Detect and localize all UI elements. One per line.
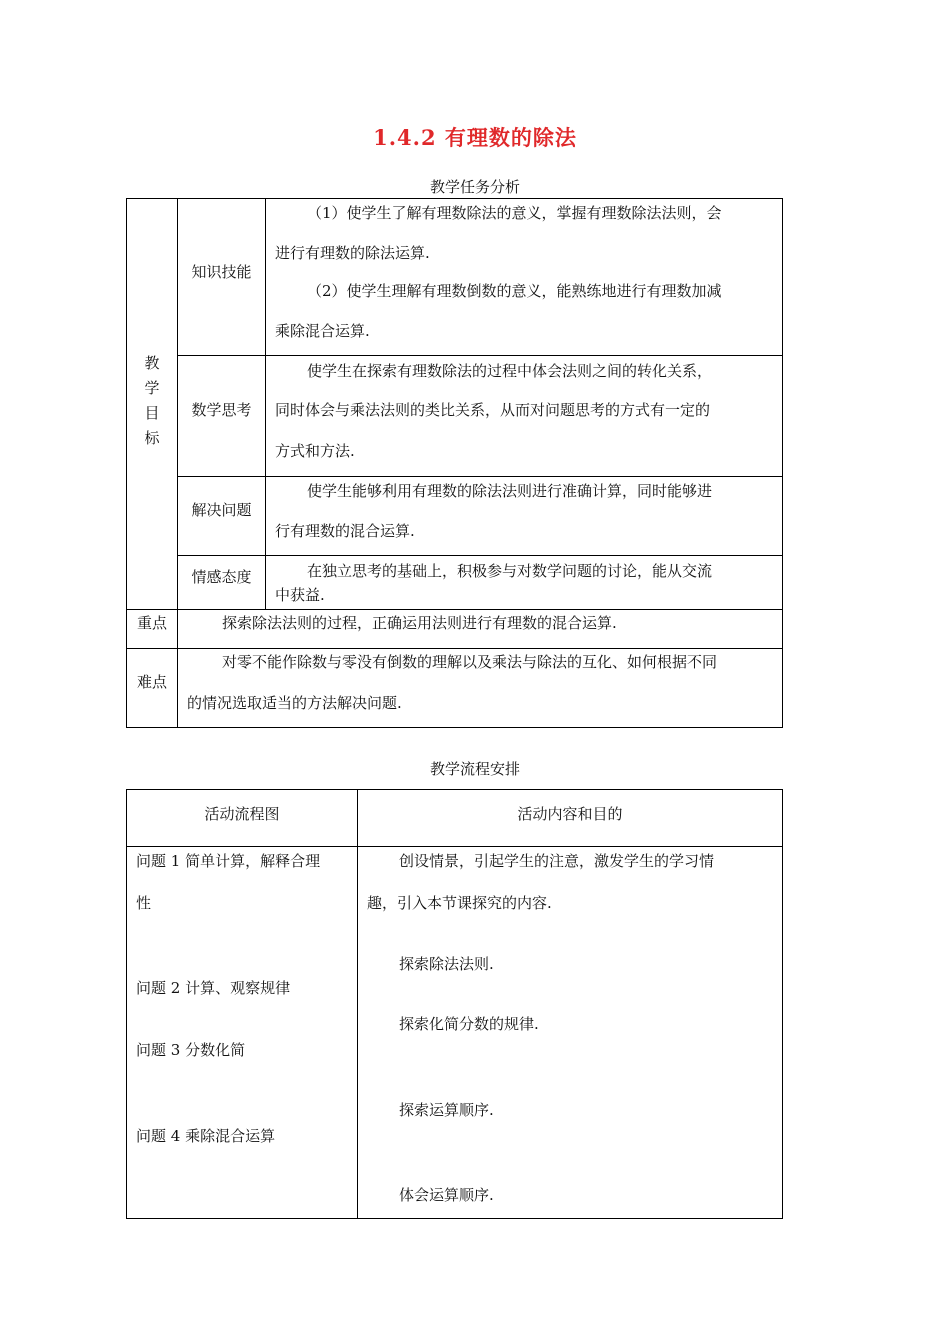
content-line: 行有理数的混合运算. bbox=[275, 522, 415, 540]
content-line: 中获益. bbox=[275, 586, 325, 604]
table2-caption: 教学流程安排 bbox=[429, 760, 520, 778]
flow-content: 趣，引入本节课探究的内容. bbox=[367, 894, 552, 912]
content-line: 方式和方法. bbox=[275, 442, 355, 460]
key-point-content bbox=[178, 610, 782, 648]
content-line: 在独立思考的基础上，积极参与对数学问题的讨论，能从交流 bbox=[307, 562, 713, 580]
content-line: 的情况选取适当的方法解决问题. bbox=[187, 694, 402, 712]
content-line: 使学生能够利用有理数的除法法则进行准确计算，同时能够进 bbox=[307, 482, 713, 500]
flow-content: 创设情景，引起学生的注意，激发学生的学习情 bbox=[399, 852, 715, 870]
difficulty-label: 难点 bbox=[136, 673, 167, 691]
flow-content: 探索除法法则. bbox=[399, 955, 494, 973]
content-line: 同时体会与乘法法则的类比关系，从而对问题思考的方式有一定的 bbox=[275, 401, 711, 419]
content-line: （1）使学生了解有理数除法的意义，掌握有理数除法法则，会 bbox=[307, 204, 722, 222]
goal-label-char: 学 bbox=[144, 379, 160, 397]
header-flowchart: 活动流程图 bbox=[204, 805, 280, 823]
goal-label-char: 标 bbox=[144, 429, 160, 447]
goal-label bbox=[127, 351, 177, 451]
goal-label-char: 教 bbox=[144, 354, 160, 372]
flow-left-column bbox=[127, 847, 357, 1218]
content-line: 对零不能作除数与零没有倒数的理解以及乘法与除法的互化、如何根据不同 bbox=[222, 653, 718, 671]
row-content-thinking bbox=[266, 356, 782, 476]
table1-caption: 教学任务分析 bbox=[429, 178, 520, 196]
flow-content: 探索化简分数的规律. bbox=[399, 1015, 539, 1033]
flow-content: 探索运算顺序. bbox=[399, 1101, 494, 1119]
flow-item: 性 bbox=[136, 894, 152, 912]
key-point-label: 重点 bbox=[136, 614, 167, 632]
header-content-purpose: 活动内容和目的 bbox=[517, 805, 623, 823]
flow-content: 体会运算顺序. bbox=[399, 1186, 494, 1204]
row-content-attitude bbox=[266, 556, 782, 609]
content-line: （2）使学生理解有理数倒数的意义，能熟练地进行有理数加减 bbox=[307, 282, 722, 300]
document-title: 1.4.2 有理数的除法 bbox=[373, 125, 577, 150]
content-line: 进行有理数的除法运算. bbox=[275, 244, 430, 262]
row-label-problem: 解决问题 bbox=[191, 501, 252, 519]
row-content-problem bbox=[266, 477, 782, 555]
row-content-knowledge bbox=[266, 199, 782, 355]
difficulty-content bbox=[178, 649, 782, 727]
goal-label-char: 目 bbox=[144, 404, 160, 422]
content-line: 探索除法法则的过程，正确运用法则进行有理数的混合运算. bbox=[222, 614, 617, 632]
flow-right-column bbox=[358, 847, 782, 1218]
flow-item: 问题 2 计算、观察规律 bbox=[136, 979, 291, 997]
content-line: 乘除混合运算. bbox=[275, 322, 370, 340]
content-line: 使学生在探索有理数除法的过程中体会法则之间的转化关系， bbox=[307, 362, 713, 380]
flow-item: 问题 4 乘除混合运算 bbox=[136, 1127, 276, 1145]
flow-item: 问题 3 分数化简 bbox=[136, 1041, 246, 1059]
flow-item: 问题 1 简单计算，解释合理 bbox=[136, 852, 321, 870]
row-label-knowledge: 知识技能 bbox=[191, 263, 252, 281]
row-label-attitude: 情感态度 bbox=[191, 568, 252, 586]
row-label-thinking: 数学思考 bbox=[191, 401, 252, 419]
